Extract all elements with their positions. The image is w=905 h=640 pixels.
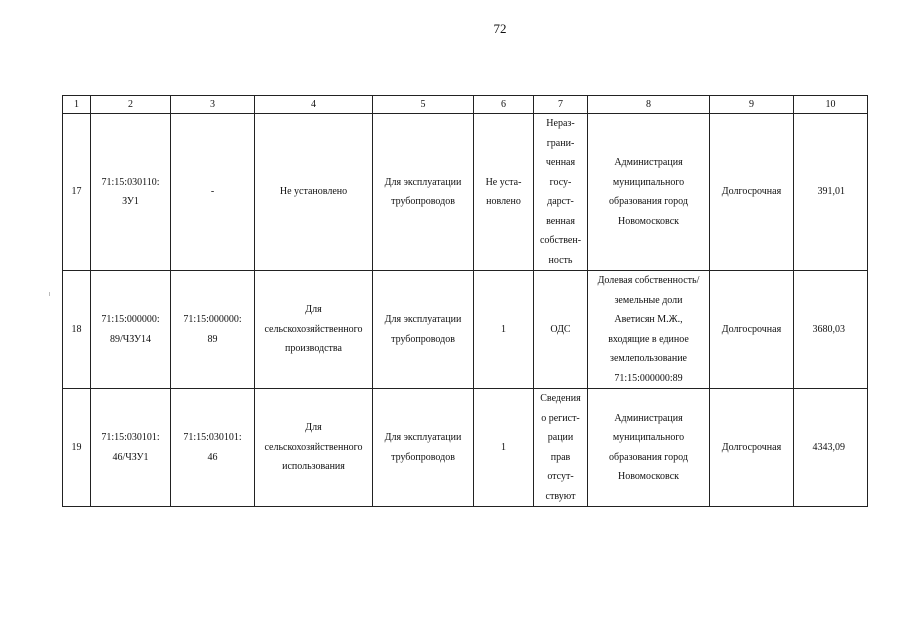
term-cell: [710, 271, 794, 389]
cell-text-line: прав: [550, 451, 571, 463]
table-body: [63, 96, 868, 507]
rights-holder-cell: [588, 389, 710, 507]
cell-text-line: собствен-: [539, 235, 582, 246]
cell-text-line: Для эксплуатации: [384, 176, 462, 188]
permitted-use-cell: [373, 389, 474, 507]
area-cell: [794, 114, 868, 271]
cell-text-line: новлено: [486, 196, 521, 207]
row-number-cell: 17: [63, 114, 91, 271]
cell-text-line: 46: [207, 451, 218, 463]
permitted-use-cell: [373, 271, 474, 389]
header-row: [63, 96, 868, 114]
cell-text-line: Нераз-: [546, 118, 575, 129]
cell-text-line: 71:15:000000:89: [614, 372, 683, 384]
cell-text-line: Новомосковск: [617, 215, 679, 227]
cell-text-line: Не установлено: [279, 186, 348, 198]
cell-text-line: Для эксплуатации: [384, 314, 462, 325]
rights-holder-cell: [588, 271, 710, 389]
cell-text-line: Администрация: [614, 412, 683, 424]
area-cell: [794, 389, 868, 507]
ownership-form-cell: [534, 389, 588, 507]
cell-text-line: Для эксплуатации: [384, 432, 462, 443]
cell-text-line: госу-: [549, 176, 572, 188]
cell-text-line: Долгосрочная: [721, 441, 782, 453]
cell-text-line: 1: [501, 441, 506, 453]
cell-text-line: ствуют: [545, 490, 576, 502]
cell-text-line: Не уста-: [485, 176, 522, 188]
cell-text-line: трубопроводов: [391, 333, 455, 345]
row-number-cell: 19: [63, 389, 91, 507]
cell-text-line: сельскохозяйственного: [264, 441, 363, 453]
term-cell: [710, 389, 794, 507]
cell-text-line: ОДС: [550, 323, 571, 335]
cell-text-line: 71:15:000000:: [101, 314, 160, 325]
cell-text-line: входящие в единое: [608, 333, 689, 345]
table-row: [63, 389, 868, 507]
land-use-category-cell: [255, 271, 373, 389]
cell-text-line: 71:15:030101:: [183, 432, 242, 443]
cell-text-line: грани-: [546, 137, 575, 149]
cell-text-line: трубопроводов: [391, 196, 455, 207]
cell-text-line: муниципального: [612, 432, 685, 443]
cell-text-line: Долгосрочная: [721, 186, 782, 198]
cell-text-line: -: [210, 186, 215, 198]
cell-text-line: дарст-: [547, 196, 574, 207]
parent-plot-number-cell: [171, 389, 255, 507]
column-number-header: 4: [255, 96, 373, 114]
cell-text-line: отсут-: [547, 471, 574, 482]
land-use-category-cell: [255, 389, 373, 507]
cell-text-line: Аветисян М.Ж.,: [614, 314, 683, 325]
encumbrance-cell: [474, 114, 534, 271]
cell-text-line: образования город: [609, 196, 688, 207]
cell-text-line: землепользование: [610, 353, 687, 364]
cell-text-line: 46/ЧЗУ1: [112, 451, 149, 463]
cell-text-line: Для: [305, 304, 322, 316]
cell-text-line: ность: [548, 254, 573, 266]
cell-text-line: Долгосрочная: [721, 323, 782, 335]
cell-text-line: 89: [207, 333, 218, 345]
cell-text-line: Новомосковск: [617, 471, 679, 482]
cell-text-line: 1: [501, 323, 506, 335]
cell-text-line: о регист-: [541, 412, 580, 424]
cell-text-line: ЗУ1: [122, 196, 139, 207]
column-number-header: 5: [373, 96, 474, 114]
cell-text-line: 89/ЧЗУ14: [109, 333, 152, 345]
cell-text-line: земельные доли: [614, 294, 683, 306]
row-number-cell: 18: [63, 271, 91, 389]
cell-text-line: 391,01: [817, 186, 845, 198]
cell-text-line: муниципального: [612, 176, 685, 188]
parent-plot-number-cell: [171, 271, 255, 389]
cell-text-line: 71:15:030110:: [101, 176, 160, 188]
ownership-form-cell: [534, 114, 588, 271]
permitted-use-cell: [373, 114, 474, 271]
page-number: 72: [493, 21, 507, 36]
cell-text-line: производства: [285, 343, 342, 355]
column-number-header: 9: [710, 96, 794, 114]
table-row: [63, 271, 868, 389]
column-number-header: 10: [794, 96, 868, 114]
column-number-header: 1: [63, 96, 91, 114]
cell-text-line: 71:15:000000:: [183, 314, 242, 325]
column-number-header: 6: [474, 96, 534, 114]
column-number-header: 8: [588, 96, 710, 114]
column-number-header: 7: [534, 96, 588, 114]
encumbrance-cell: [474, 389, 534, 507]
cell-text-line: 4343,09: [812, 441, 845, 453]
column-number-header: 3: [171, 96, 255, 114]
land-use-category-cell: [255, 114, 373, 271]
cell-text-line: 71:15:030101:: [101, 432, 160, 443]
scan-artifact: [49, 292, 50, 296]
cell-text-line: трубопроводов: [391, 451, 455, 463]
cell-text-line: Долевая собственность/: [597, 275, 700, 286]
cell-text-line: рации: [547, 432, 574, 443]
column-number-header: 2: [91, 96, 171, 114]
cell-text-line: сельскохозяйственного: [264, 323, 363, 335]
cell-text-line: использования: [282, 461, 345, 473]
cell-text-line: образования город: [609, 451, 688, 463]
cell-text-line: Администрация: [614, 157, 683, 168]
cadastral-number-cell: [91, 271, 171, 389]
cell-text-line: Сведения: [540, 393, 581, 404]
cadastral-number-cell: [91, 389, 171, 507]
cell-text-line: Для: [305, 422, 322, 434]
term-cell: [710, 114, 794, 271]
rights-holder-cell: [588, 114, 710, 271]
land-plots-table: [62, 95, 868, 507]
table-row: [63, 114, 868, 271]
cadastral-number-cell: [91, 114, 171, 271]
cell-text-line: 3680,03: [812, 323, 845, 335]
ownership-form-cell: [534, 271, 588, 389]
cell-text-line: венная: [546, 215, 575, 227]
encumbrance-cell: [474, 271, 534, 389]
parent-plot-number-cell: [171, 114, 255, 271]
area-cell: [794, 271, 868, 389]
cell-text-line: ченная: [545, 157, 576, 168]
